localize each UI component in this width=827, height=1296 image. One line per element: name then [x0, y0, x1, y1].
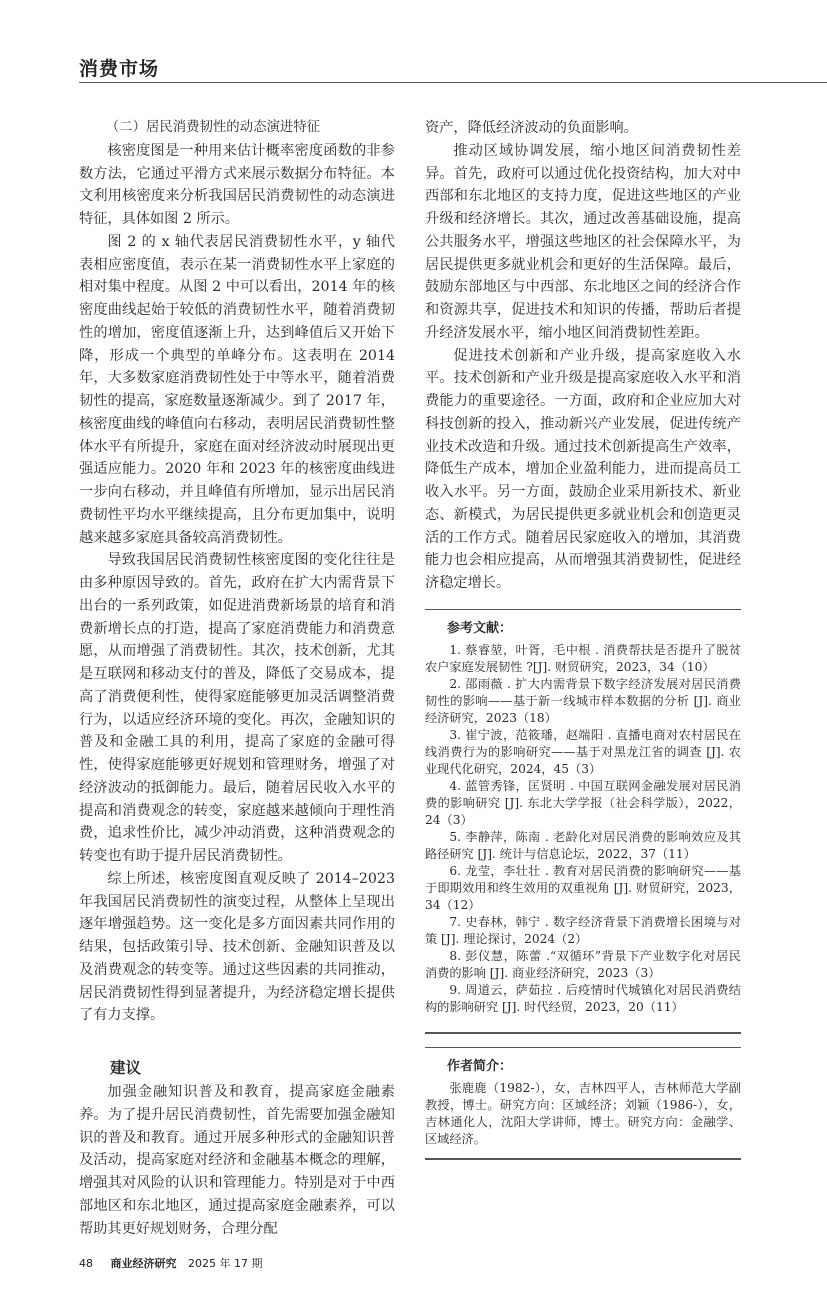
paragraph: 导致我国居民消费韧性核密度图的变化往往是由多种原因导致的。首先，政府在扩大内需背景下出台的一系列政策，如促进消费新场景的培育和消费新增长点的打造，提高了家庭消费能力和消费意愿，从而增强了消费韧性。其次，技术创新，尤其是互联网和移动支付的普及，降低了交易成本，提高了消费便利性，使得家庭能够更加灵活调整消费行为，以适应经济环境的变化。再次，金融知识的普及和金融工具的利用，提高了家庭的金融可得性，使得家庭能够更好规划和管理财务，增强了对经济波动的抵御能力。最后，随着居民收入水平的提高和消费观念的转变，家庭越来越倾向于理性消费，追求性价比，减少冲动消费，这种消费观念的转变也有助于提升居民消费韧性。: [79, 552, 395, 864]
reference-item: 9. 周道云，萨茹拉 . 后疫情时代城镇化对居民消费结构的影响研究 [J]. 时代经贸，2023，20（11）: [425, 983, 741, 1015]
paragraph: 加强金融知识普及和教育，提高家庭金融素养。为了提升居民消费韧性，首先需要加强金融知识的普及和教育。通过开展多种形式的金融知识普及活动，提高家庭对经济和金融基本概念的理解，增强其对风险的认识和管理能力。特别是对于中西部地区和东北地区，通过提高家庭金融素养，可以帮助其更好规划财务，合理分配: [79, 1084, 395, 1237]
reference-item: 3. 崔宁波，范筱璠，赵端阳 . 直播电商对农村居民在线消费行为的影响研究——基于对黑龙江省的调查 [J]. 农业现代化研究，2024，45（3）: [425, 728, 741, 777]
references-list: [425, 642, 741, 1016]
author-box: [425, 1058, 741, 1148]
divider: [425, 1047, 741, 1049]
reference-item: 7. 史春林，韩宁 . 数字经济背景下消费增长困境与对策 [J]. 理论探讨，2024（2）: [425, 915, 741, 947]
reference-item: 4. 蓝管秀锋，匡贤明 . 中国互联网金融发展对居民消费的影响研究 [J]. 东北大学学报（社会科学版），2022，24（3）: [425, 779, 741, 828]
paragraph: 促进技术创新和产业升级，提高家庭收入水平。技术创新和产业升级是提高家庭收入水平和消费能力的重要途径。一方面，政府和企业应加大对科技创新的投入，推动新兴产业发展，促进传统产业技术改造和升级。通过技术创新提高生产效率，降低生产成本，增加企业盈利能力，进而提高员工收入水平。另一方面，鼓励企业采用新技术、新业态、新模式，为居民提供更多就业机会和创造更灵活的工作方式。随着居民家庭收入的增加，其消费能力也会相应提高，从而增强其消费韧性，促进经济稳定增长。: [425, 347, 741, 591]
divider: [425, 609, 741, 611]
references-title: 参考文献：: [447, 621, 513, 637]
section-title: 消费市场: [79, 58, 160, 80]
left-column: [79, 117, 395, 1240]
divider: [425, 1158, 741, 1160]
references-box: [425, 620, 741, 1016]
reference-item: 5. 李静萍，陈南 . 老龄化对居民消费的影响效应及其路径研究 [J]. 统计与信息论坛，2022，37（11）: [425, 830, 741, 862]
page-number: 48: [79, 1257, 93, 1271]
paragraph: 综上所述，核密度图直观反映了 2014–2023 年我国居民消费韧性的演变过程，从整体上呈现出逐年增强趋势。这一变化是多方面因素共同作用的结果，包括政策引导、技术创新、金融知识普及以及消费观念的转变等。通过这些因素的共同推动，居民消费韧性得到显著提升，为经济稳定增长提供了有力支撑。: [79, 870, 395, 1024]
header-rule: [79, 82, 827, 83]
page-footer: [79, 1256, 827, 1272]
divider: [425, 1032, 741, 1034]
paragraph: 图 2 的 x 轴代表居民消费韧性水平，y 轴代表相应密度值，表示在某一消费韧性水平上家庭的相对集中程度。从图 2 中可以看出，2014 年的核密度曲线起始于较低的消费韧性水平，随着消费韧性的增加，密度值逐渐上升，达到峰值后又开始下降，形成一个典型的单峰分布。这表明在 2014 年，大多数家庭消费韧性处于中等水平，随着消费韧性的提高，家庭数量逐渐减少。到了 2017 年，核密度曲线的峰值向右移动，表明居民消费韧性整体水平有所提升，家庭在面对经济波动时展现出更强适应能力。2020 年和 2023 年的核密度曲线进一步向右移动，并且峰值有所增加，显示出居民消费韧性平均水平继续提高，且分布更加集中，说明越来越多家庭具备较高消费韧性。: [79, 233, 395, 546]
journal-name: 商业经济研究: [110, 1257, 177, 1271]
subheading: （二）居民消费韧性的动态演进特征: [105, 120, 321, 135]
right-column: [425, 117, 741, 1160]
issue: 2025 年 17 期: [188, 1257, 263, 1271]
reference-item: 8. 彭仪慧，陈蕾 .“双循环”背景下产业数字化对居民消费的影响 [J]. 商业经济研究，2023（3）: [425, 949, 741, 981]
columns: [79, 117, 827, 1240]
author-title: 作者简介：: [447, 1059, 513, 1075]
reference-item: 6. 龙莹，李壮壮 . 教育对居民消费的影响研究——基于即期效用和终生效用的双重视角 [J]. 财贸研究，2023，34（12）: [425, 864, 741, 913]
reference-item: 1. 蔡睿堃，叶胥，毛中根 . 消费帮扶是否提升了脱贫农户家庭发展韧性 ?[J]. 财贸研究，2023，34（10）: [425, 643, 741, 675]
paragraph: 推动区域协调发展，缩小地区间消费韧性差异。首先，政府可以通过优化投资结构，加大对中西部和东北地区的支持力度，促进这些地区的产业升级和经济增长。其次，通过改善基础设施，提高公共服务水平，增强这些地区的社会保障水平，为居民提供更多就业机会和更好的生活保障。最后，鼓励东部地区与中西部、东北地区之间的经济合作和资源共享，促进技术和知识的传播，帮助后者提升经济发展水平，缩小地区间消费韧性差距。: [425, 142, 741, 341]
spacer: [79, 1240, 827, 1256]
paragraph-continuation: 资产，降低经济波动的负面影响。: [425, 120, 638, 136]
reference-item: 2. 邵雨薇 . 扩大内需背景下数字经济发展对居民消费韧性的影响——基于新一线城市样本数据的分析 [J]. 商业经济研究，2023（18）: [425, 677, 741, 726]
section-heading-suggestions: 建议: [110, 1059, 142, 1077]
paragraph: 核密度图是一种用来估计概率密度函数的非参数方法，它通过平滑方式来展示数据分布特征。本文利用核密度来分析我国居民消费韧性的动态演进特征，具体如图 2 所示。: [79, 142, 395, 227]
author-bio: 张鹿鹿（1982-），女，吉林四平人，吉林师范大学副教授，博士。研究方向：区域经济；刘颖（1986-），女，吉林通化人，沈阳大学讲师，博士。研究方向：金融学、区域经济。: [425, 1081, 741, 1147]
